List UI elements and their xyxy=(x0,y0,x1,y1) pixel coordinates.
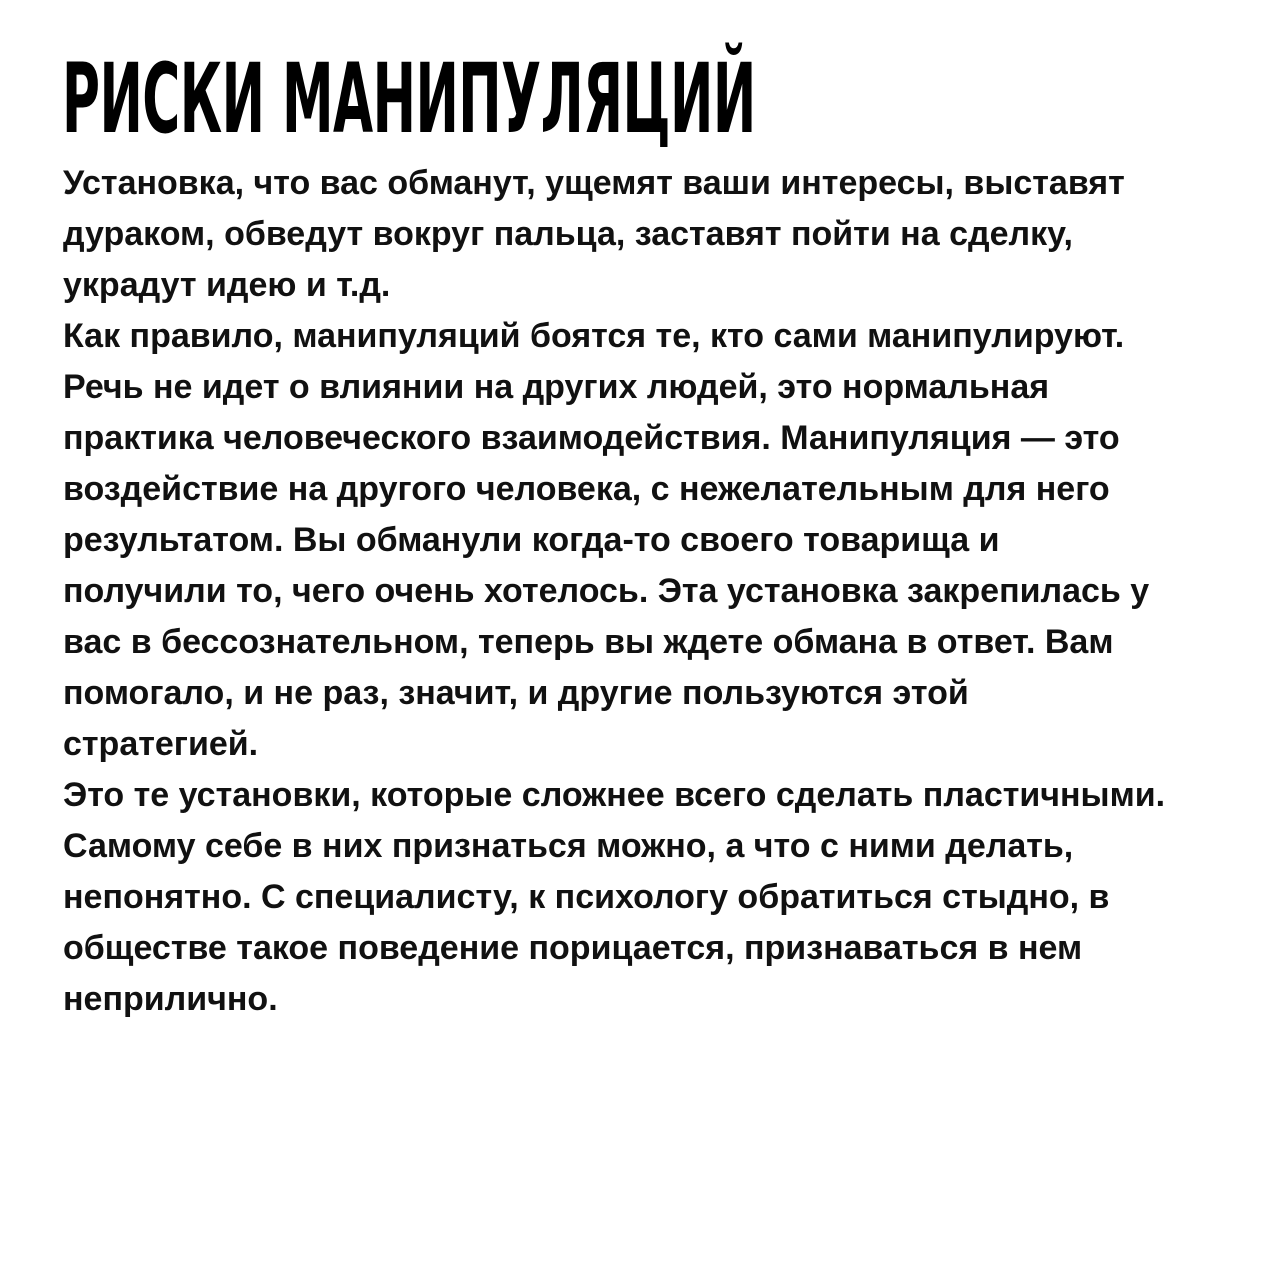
text-line: Речь не идет о влиянии на других людей, это нормальная xyxy=(63,368,1050,406)
text-line: Установка, что вас обманут, ущемят ваши интересы, выставят xyxy=(63,164,1125,202)
text-line: неприлично. xyxy=(63,980,278,1018)
text-line: дураком, обведут вокруг пальца, заставят пойти на сделку, xyxy=(63,215,1073,253)
text-line: результатом. Вы обманули когда-то своего товарища и xyxy=(63,521,1000,559)
text-line: Как правило, манипуляций боятся те, кто сами манипулируют. xyxy=(63,317,1125,355)
text-line: практика человеческого взаимодействия. Манипуляция — это xyxy=(63,419,1120,457)
text-line: воздействие на другого человека, с нежелательным для него xyxy=(63,470,1110,508)
text-line: Это те установки, которые сложнее всего сделать пластичными. xyxy=(63,776,1166,814)
page-title: РИСКИ МАНИПУЛЯЦИЙ xyxy=(62,43,756,155)
body-text xyxy=(63,158,1268,1025)
text-line: украдут идею и т.д. xyxy=(63,266,391,304)
text-line: Самому себе в них признаться можно, а что с ними делать, xyxy=(63,827,1074,865)
text-line: непонятно. С специалисту, к психологу обратиться стыдно, в xyxy=(63,878,1110,916)
text-line: получили то, чего очень хотелось. Эта установка закрепилась у xyxy=(63,572,1150,610)
text-line: вас в бессознательном, теперь вы ждете обмана в ответ. Вам xyxy=(63,623,1114,661)
text-line: обществе такое поведение порицается, признаваться в нем xyxy=(63,929,1083,967)
text-line: стратегией. xyxy=(63,725,259,763)
text-line: помогало, и не раз, значит, и другие пользуются этой xyxy=(63,674,969,712)
